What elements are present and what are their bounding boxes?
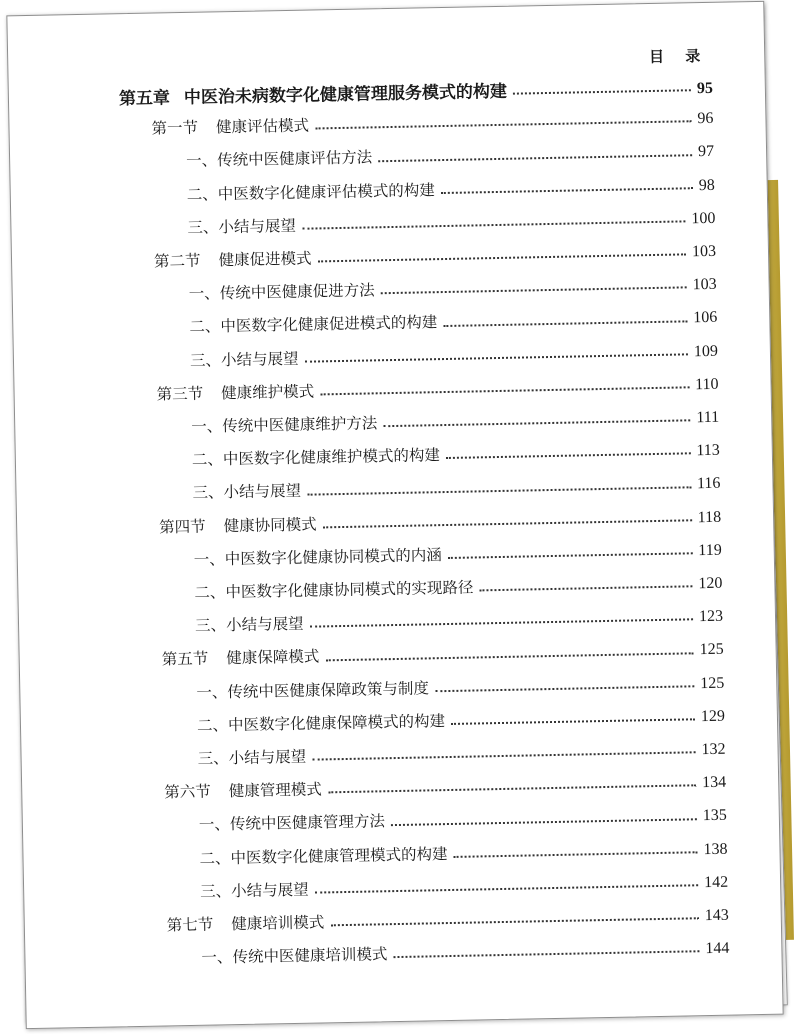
- toc-item-row: [188, 272, 716, 304]
- toc-item-row: [194, 538, 722, 570]
- toc-section-page-number: 96: [697, 110, 714, 128]
- dot-leader: [378, 145, 692, 162]
- toc-item-title: 中医数字化健康协同模式的内涵: [224, 545, 442, 569]
- toc-item-number: 一、: [188, 284, 220, 304]
- toc-item-row: [189, 305, 717, 337]
- dot-leader: [435, 677, 695, 692]
- toc-item-title: 小结与展望: [231, 880, 309, 901]
- toc-item-row: [200, 869, 728, 901]
- toc-item-page-number: 138: [703, 840, 728, 858]
- toc-item-number: 二、: [196, 716, 229, 735]
- toc-item-number: 二、: [189, 317, 221, 337]
- toc-item-page-number: 98: [698, 176, 715, 194]
- toc-item-number: 一、: [196, 682, 228, 702]
- toc-item-title: 小结与展望: [225, 614, 304, 635]
- toc-item-title: 传统中医健康保障政策与制度: [227, 678, 430, 701]
- toc-item-title: 传统中医健康维护方法: [222, 414, 378, 436]
- dot-leader: [448, 544, 693, 559]
- toc-item-number: 三、: [187, 218, 219, 237]
- dot-leader: [451, 710, 695, 725]
- toc-item-number: 三、: [200, 882, 232, 901]
- dot-leader: [441, 179, 693, 194]
- dot-leader: [383, 411, 690, 427]
- toc-section-number: 第六节: [164, 782, 211, 802]
- dot-leader: [302, 212, 686, 230]
- toc-item-page-number: 97: [697, 143, 715, 161]
- toc-item-title: 小结与展望: [218, 216, 297, 237]
- toc-section-title: 健康管理模式: [228, 780, 322, 801]
- dot-leader: [391, 809, 697, 825]
- chapter-title: 中医治未病数字化健康管理服务模式的构建: [183, 81, 508, 108]
- toc-section-page-number: 125: [699, 641, 724, 659]
- toc-section-title: 健康保障模式: [226, 647, 320, 668]
- dot-leader: [325, 643, 694, 661]
- toc-section-row: [164, 770, 726, 803]
- toc-item-title: 中医数字化健康协同模式的实现路径: [225, 578, 474, 602]
- toc-item-row: [192, 438, 720, 470]
- toc-item-title: 小结与展望: [220, 349, 299, 369]
- dot-leader: [479, 577, 692, 592]
- dot-leader: [328, 776, 697, 794]
- dot-leader: [393, 942, 699, 958]
- toc-section-row: [156, 372, 718, 405]
- chapter-row: [119, 73, 713, 109]
- toc-section-title: 健康促进模式: [218, 249, 312, 270]
- toc-section-page-number: 134: [702, 773, 727, 792]
- toc-item-row: [187, 172, 715, 204]
- toc-item-page-number: 103: [692, 275, 717, 294]
- toc-item-number: 二、: [186, 184, 218, 204]
- toc-section-number: 第七节: [166, 915, 214, 935]
- toc-item-row: [194, 571, 722, 603]
- toc-item-page-number: 132: [701, 740, 726, 759]
- toc-item-number: 一、: [185, 151, 218, 171]
- toc-section-number: 第三节: [156, 384, 204, 404]
- dot-leader: [381, 278, 687, 294]
- dot-leader: [513, 80, 691, 95]
- toc-item-page-number: 135: [702, 807, 727, 825]
- toc-item-number: 三、: [197, 749, 229, 768]
- toc-item-row: [191, 405, 719, 437]
- toc-item-row: [197, 704, 725, 736]
- toc-page: [6, 1, 783, 1029]
- toc-item-page-number: 129: [700, 707, 726, 725]
- toc-item-number: 一、: [201, 948, 233, 967]
- toc-section-page-number: 103: [691, 242, 717, 261]
- toc-item-number: 二、: [191, 450, 224, 470]
- dot-leader: [304, 345, 688, 363]
- dot-leader: [317, 245, 686, 263]
- toc-item-row: [186, 139, 714, 171]
- toc-item-number: 三、: [194, 616, 227, 636]
- toc-item-title: 传统中医健康培训模式: [232, 945, 388, 967]
- toc-section-row: [159, 504, 721, 537]
- toc-item-title: 中医数字化健康维护模式的构建: [222, 446, 441, 469]
- toc-item-number: 一、: [191, 417, 223, 436]
- dot-leader: [453, 843, 697, 858]
- toc-item-page-number: 111: [696, 408, 720, 427]
- toc-item-title: 中医数字化健康评估模式的构建: [217, 180, 435, 203]
- toc-item-title: 小结与展望: [223, 482, 302, 502]
- dot-leader: [315, 112, 692, 130]
- toc-item-page-number: 116: [696, 475, 721, 493]
- toc-item-title: 传统中医健康促进方法: [219, 281, 375, 303]
- toc-item-page-number: 120: [698, 574, 723, 593]
- toc-item-row: [199, 836, 727, 868]
- toc-section-title: 健康评估模式: [215, 116, 310, 137]
- toc-item-row: [199, 803, 727, 835]
- toc-item-number: 一、: [193, 550, 226, 569]
- toc-section-title: 健康培训模式: [231, 913, 325, 934]
- toc-item-title: 传统中医健康管理方法: [229, 812, 386, 834]
- page-header-title: 目 录: [648, 46, 709, 67]
- toc-item-page-number: 144: [705, 939, 730, 958]
- toc-item-page-number: 125: [700, 674, 725, 692]
- toc-section-number: 第一节: [151, 118, 199, 138]
- toc-section-title: 健康维护模式: [220, 382, 315, 403]
- toc-item-page-number: 123: [698, 607, 724, 626]
- toc-section-number: 第五节: [161, 650, 209, 669]
- toc-section-number: 第二节: [153, 251, 201, 271]
- toc-item-page-number: 113: [696, 441, 720, 460]
- toc-item-row: [197, 737, 725, 769]
- toc-item-row: [187, 206, 715, 238]
- toc-item-number: 三、: [192, 483, 224, 503]
- toc-item-title: 小结与展望: [228, 747, 307, 768]
- toc-section-page-number: 143: [704, 906, 729, 925]
- dot-leader: [315, 876, 699, 894]
- toc-section-row: [167, 903, 729, 936]
- toc-item-title: 中医数字化健康促进模式的构建: [220, 313, 438, 336]
- toc-section-row: [151, 106, 713, 139]
- dot-leader: [446, 444, 691, 459]
- chapter-number: 第五章: [118, 88, 171, 110]
- dot-leader: [320, 378, 689, 396]
- toc-section-page-number: 118: [697, 508, 722, 526]
- dot-leader: [443, 311, 687, 326]
- dot-leader: [330, 909, 699, 927]
- toc-section-page-number: 110: [694, 375, 719, 394]
- dot-leader: [307, 477, 691, 495]
- toc-section-row: [154, 239, 716, 272]
- toc-item-title: 中医数字化健康保障模式的构建: [227, 711, 446, 735]
- dot-leader: [312, 743, 696, 761]
- toc-item-page-number: 119: [698, 541, 722, 559]
- dot-leader: [323, 511, 692, 529]
- toc-item-number: 三、: [189, 350, 222, 370]
- toc-item-page-number: 100: [691, 209, 716, 228]
- toc-item-number: 一、: [198, 815, 231, 835]
- dot-leader: [309, 610, 693, 628]
- toc-section-title: 健康协同模式: [223, 515, 317, 535]
- toc-item-number: 二、: [199, 848, 231, 868]
- toc-item-page-number: 142: [703, 873, 729, 891]
- chapter-page-number: 95: [696, 79, 714, 98]
- toc-item-number: 二、: [194, 583, 226, 602]
- toc-item-title: 传统中医健康评估方法: [217, 148, 373, 170]
- toc-section-row: [162, 637, 724, 670]
- toc-section-number: 第四节: [159, 517, 206, 537]
- toc-item-page-number: 109: [693, 342, 719, 360]
- toc-item-row: [201, 936, 729, 968]
- toc-item-page-number: 106: [693, 309, 718, 327]
- toc-item-row: [196, 670, 724, 702]
- toc-item-title: 中医数字化健康管理模式的构建: [230, 844, 448, 867]
- toc-item-row: [195, 604, 723, 636]
- table-of-contents: [9, 72, 765, 967]
- toc-item-row: [192, 471, 720, 503]
- toc-item-row: [190, 338, 718, 370]
